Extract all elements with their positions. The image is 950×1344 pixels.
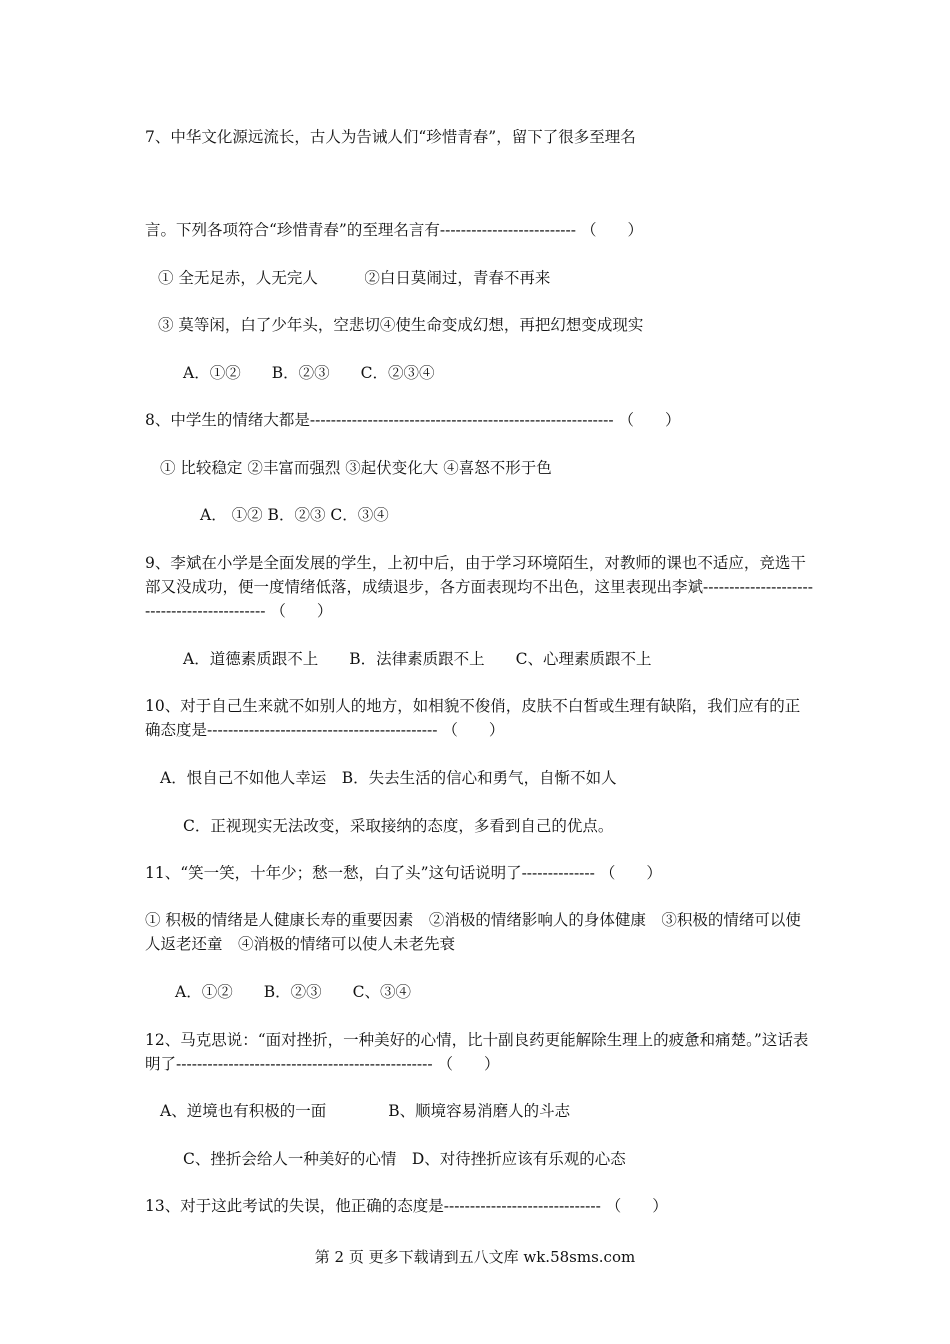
q9-options: A．道德素质跟不上 B．法律素质跟不上 C、心理素质跟不上 — [183, 650, 652, 668]
q9-stem: 9、李斌在小学是全面发展的学生，上初中后，由于学习环境陌生，对教师的课也不适应，竞选干部又没成功，便一度情绪低落，成绩退步，各方面表现均不出色，这里表现出李斌-------------------------------------------- （ ） — [145, 554, 813, 620]
q11-stem: 11、“笑一笑，十年少；愁一愁，白了头”这句话说明了-------------- （ ） — [145, 864, 662, 882]
q10-options-line1: A．恨自己不如他人幸运 B．失去生活的信心和勇气，自惭不如人 — [160, 769, 617, 787]
q12-options-line2: C、挫折会给人一种美好的心情 D、对待挫折应该有乐观的心态 — [183, 1150, 626, 1168]
q11-items: ① 积极的情绪是人健康长寿的重要因素 ②消极的情绪影响人的身体健康 ③积极的情绪可以使人返老还童 ④消极的情绪可以使人未老先衰 — [145, 911, 801, 953]
q10-stem: 10、对于自己生来就不如别人的地方，如相貌不俊俏，皮肤不白皙或生理有缺陷，我们应有的正确态度是-------------------------------------------- （ ） — [145, 697, 801, 739]
q7-items-line2: ③ 莫等闲，白了少年头，空悲切④使生命变成幻想，再把幻想变成现实 — [158, 316, 644, 334]
q12-options-line1: A、逆境也有积极的一面 B、顺境容易消磨人的斗志 — [160, 1102, 571, 1120]
q7-stem-line2: 言。下列各项符合“珍惜青春”的至理名言有-------------------------- （ ） — [145, 221, 643, 239]
q13-stem: 13、对于这此考试的失误，他正确的态度是------------------------------ （ ） — [145, 1197, 668, 1215]
q11-options: A．①② B．②③ C、③④ — [175, 983, 411, 1001]
q7-options: A．①② B．②③ C．②③④ — [183, 364, 435, 382]
q7-items-line1: ① 全无足赤，人无完人 ②白日莫闹过，青春不再来 — [158, 269, 551, 287]
q12-stem: 12、马克思说：“面对挫折，一种美好的心情，比十副良药更能解除生理上的疲惫和痛楚。”这话表明了------------------------------------------------- （ ） — [145, 1031, 809, 1073]
q8-stem: 8、中学生的情绪大都是---------------------------------------------------------- （ ） — [145, 411, 681, 429]
q10-options-line2: C．正视现实无法改变，采取接纳的态度，多看到自己的优点。 — [183, 817, 614, 835]
q8-options: A． ①② B．②③ C．③④ — [200, 506, 389, 524]
page-footer: 第 2 页 更多下载请到五八文库 wk.58sms.com — [314, 1248, 636, 1266]
q7-stem-line1: 7、中华文化源远流长，古人为告诫人们“珍惜青春”，留下了很多至理名 — [145, 128, 636, 146]
q8-items: ① 比较稳定 ②丰富而强烈 ③起伏变化大 ④喜怒不形于色 — [160, 459, 552, 477]
